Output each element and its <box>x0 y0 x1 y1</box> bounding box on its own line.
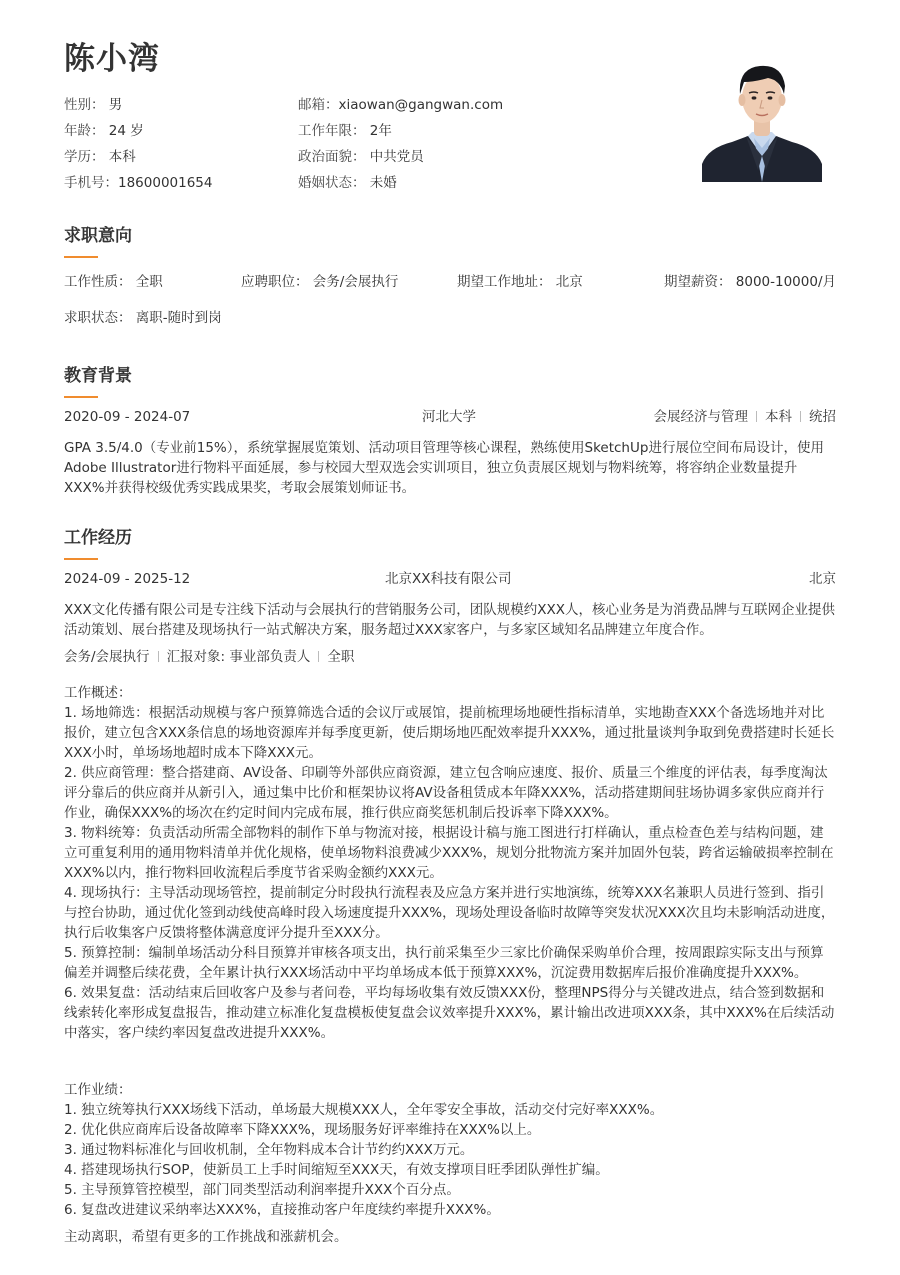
education-level: 学历： 本科 <box>64 149 136 165</box>
resume-page <box>64 0 836 1275</box>
work-achievements <box>64 1080 836 1220</box>
overview-item: 5. 预算控制：编制单场活动分科目预算并审核各项支出，执行前采集至少三家比价确保采购单价合理，按周跟踪实际支出与预算偏差并调整后续花费，全年累计执行XXX场活动中平均单场成本低于预算XXX%，沉淀费用数据库后报价准确度提升XXX%。 <box>64 945 824 981</box>
achievement-item: 4. 搭建现场执行SOP，使新员工上手时间缩短至XXX天，有效支撑项目旺季团队弹性扩编。 <box>64 1162 609 1178</box>
section-rule <box>64 256 98 258</box>
company-name: 北京XX科技有限公司 <box>385 571 512 587</box>
marital-status: 婚姻状态： 未婚 <box>298 175 397 191</box>
section-rule <box>64 396 98 398</box>
personal-info <box>64 94 664 198</box>
education-description: GPA 3.5/4.0（专业前15%），系统掌握展览策划、活动项目管理等核心课程，熟练使用SketchUp进行展位空间布局设计，使用Adobe Illustrator进行物料平面延展，参与校园大型双选会实训项目，独立负责展区规划与物料统筹，将容纳企业数量提升XXX%并获得校级优秀实践成果奖，考取会展策划师证书。 <box>64 440 824 496</box>
overview-item: 1. 场地筛选：根据活动规模与客户预算筛选合适的会议厅或展馆，提前梳理场地硬性指标清单，实地勘查XXX个备选场地并对比报价，建立包含XXX条信息的场地资源库并每季度更新，使后期场地匹配效率提升XXX%，通过批量谈判争取到免费搭建时长延长XXX小时，单场场地超时成本下降XXX元。 <box>64 705 835 761</box>
age: 年龄： 24 岁 <box>64 123 144 139</box>
achievement-item: 1. 独立统筹执行XXX场线下活动，单场最大规模XXX人，全年零安全事故，活动交付完好率XXX%。 <box>64 1102 664 1118</box>
gender: 性别： 男 <box>64 97 123 113</box>
achievement-item: 6. 复盘改进建议采纳率达XXX%，直接推动客户年度续约率提升XXX%。 <box>64 1202 500 1218</box>
school-name: 河北大学 <box>422 409 476 425</box>
expected-salary: 期望薪资： 8000-10000/月 <box>663 274 836 290</box>
education-period: 2020-09 - 2024-07 <box>64 409 191 425</box>
work-period: 2024-09 - 2025-12 <box>64 571 191 587</box>
portrait-image <box>702 52 822 182</box>
section-title-intent: 求职意向 <box>64 226 132 246</box>
achievement-item: 2. 优化供应商库后设备故障率下降XXX%，现场服务好评率维持在XXX%以上。 <box>64 1122 541 1138</box>
overview-item: 4. 现场执行：主导活动现场管控，提前制定分时段执行流程表及应急方案并进行实地演练，统筹XXX名兼职人员进行签到、指引与控台协助，通过优化签到动线使高峰时段入场速度提升XXX%，现场处理设备临时故障等突发状况XXX次且均未影响活动进度，执行后收集客户反馈将整体满意度评分提升至XXX分。 <box>64 885 835 941</box>
work-tags: 会务/会展执行 汇报对象: 事业部负责人 全职 <box>64 649 355 665</box>
achievement-item: 5. 主导预算管控模型，部门同类型活动利润率提升XXX个百分点。 <box>64 1182 460 1198</box>
work-years: 工作年限： 2年 <box>298 123 392 139</box>
work-city: 北京 <box>809 571 836 587</box>
job-type: 工作性质： 全职 <box>64 274 163 290</box>
candidate-name: 陈小湾 <box>64 41 160 77</box>
section-title-education: 教育背景 <box>64 366 132 386</box>
education-tags: 会展经济与管理 本科 统招 <box>653 409 836 425</box>
target-location: 期望工作地址： 北京 <box>457 274 583 290</box>
overview-title: 工作概述： <box>64 685 132 701</box>
overview-item: 6. 效果复盘：活动结束后回收客户及参与者问卷，平均每场收集有效反馈XXX份，整理NPS得分与关键改进点，结合签到数据和线索转化率形成复盘报告，推动建立标准化复盘模板使复盘会议效率提升XXX%，累计输出改进项XXX条，其中XXX%在后续活动中落实，客户续约率因复盘改进提升XXX%。 <box>64 985 835 1041</box>
job-status: 求职状态： 离职-随时到岗 <box>64 310 222 326</box>
profile-photo <box>702 52 822 182</box>
political-status: 政治面貌： 中共党员 <box>298 149 424 165</box>
overview-item: 3. 物料统筹：负责活动所需全部物料的制作下单与物流对接，根据设计稿与施工图进行打样确认，重点检查色差与结构问题，建立可重复利用的通用物料清单并优化规格，使单场物料浪费减少XXX%，规划分批物流方案并加固外包装，跨省运输破损率控制在XXX%以内，推行物料回收流程后季度节省采购金额约XXX元。 <box>64 825 834 881</box>
company-intro: XXX文化传播有限公司是专注线下活动与会展执行的营销服务公司，团队规模约XXX人，核心业务是为消费品牌与互联网企业提供活动策划、展台搭建及现场执行一站式解决方案，服务超过XXX家客户，与多家区域知名品牌建立年度合作。 <box>64 602 835 638</box>
section-title-work: 工作经历 <box>64 528 132 548</box>
section-rule <box>64 558 98 560</box>
achievements-title: 工作业绩： <box>64 1082 132 1098</box>
overview-item: 2. 供应商管理：整合搭建商、AV设备、印刷等外部供应商资源，建立包含响应速度、报价、质量三个维度的评估表，每季度淘汰评分靠后的供应商并从新引入，通过集中比价和框架协议将AV设备租赁成本年降XXX%，活动搭建期间驻场协调多家供应商并行作业，确保XXX%的场次在约定时间内完成布展，推行供应商奖惩机制后投诉率下降XXX%。 <box>64 765 828 821</box>
phone: 手机号：18600001654 <box>64 175 213 191</box>
email: 邮箱：xiaowan@gangwan.com <box>298 97 504 113</box>
leave-reason: 主动离职，希望有更多的工作挑战和涨薪机会。 <box>64 1229 348 1245</box>
work-overview <box>64 683 836 1043</box>
achievement-item: 3. 通过物料标准化与回收机制，全年物料成本合计节约约XXX万元。 <box>64 1142 474 1158</box>
target-position: 应聘职位： 会务/会展执行 <box>241 274 399 290</box>
